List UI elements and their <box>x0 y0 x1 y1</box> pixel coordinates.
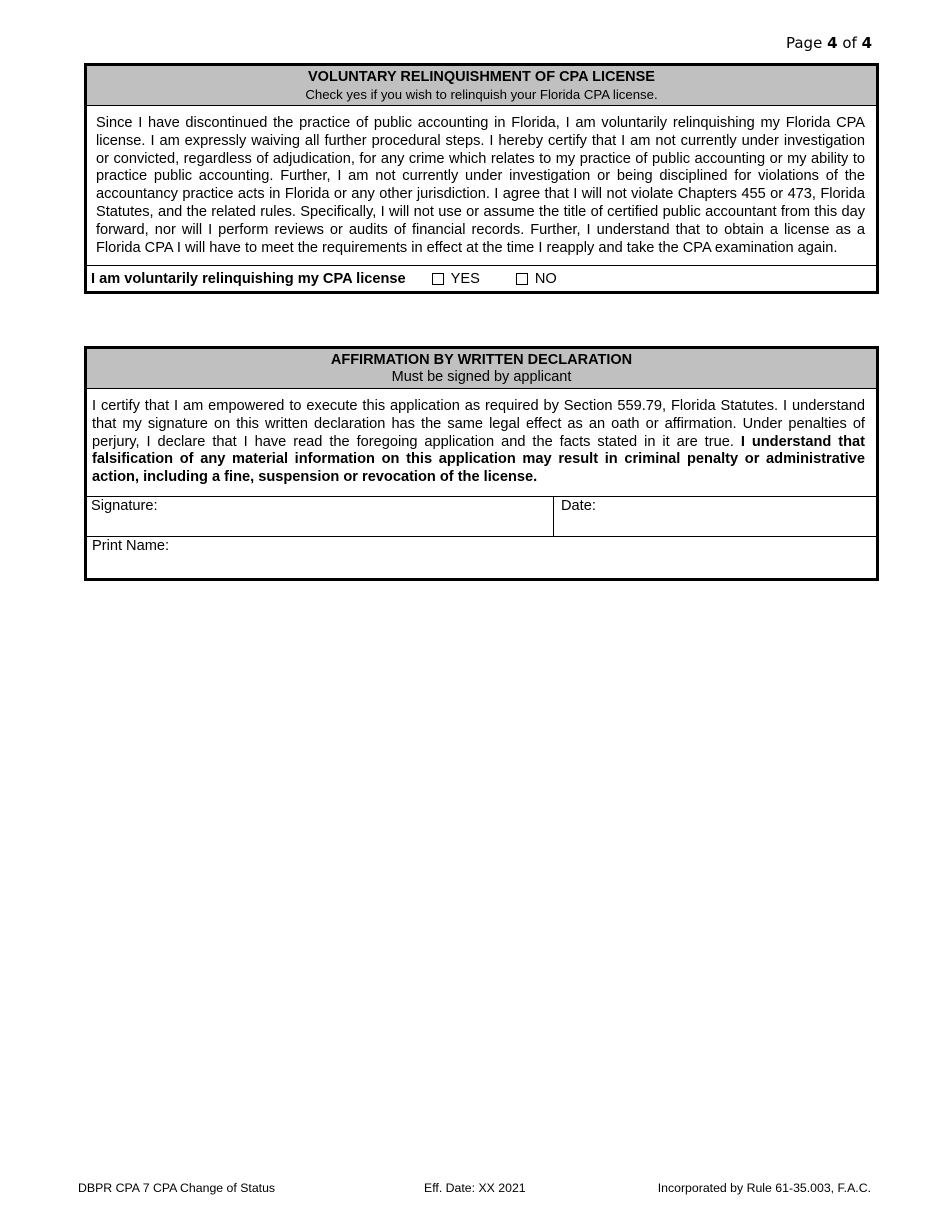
print-name-label: Print Name: <box>92 537 170 554</box>
footer-eff-date: Eff. Date: XX 2021 <box>424 1181 526 1195</box>
relinquishment-body: Since I have discontinued the practice of public accounting in Florida, I am voluntarily relinquishing my Florida CPA license. I am expressly waiving all further procedural steps. I hereby certify that I am not currently under investigation or convicted, regardless of adjudication, for any crime which relates to my practice of public accounting or my ability to practice public accounting. Further, I am not currently under investigation or being disciplined for violations of the accountancy practice acts in Florida or any other jurisdiction. I agree that I will not violate Chapters 455 or 473, Florida Statutes, and the related rules. Specifically, I will not use or assume the title of certified public accountant from this day forward, nor will I perform reviews or audits of financial records. Further, I understand that to obtain a license as a Florida CPA I will have to meet the requirements in effect at the time I reapply and take the CPA examination again. <box>87 106 876 266</box>
yes-checkbox[interactable] <box>432 273 444 285</box>
date-label: Date: <box>561 497 596 514</box>
relinquishment-section <box>84 63 879 294</box>
footer-form-id: DBPR CPA 7 CPA Change of Status <box>78 1181 276 1195</box>
signature-row <box>87 497 876 537</box>
no-option[interactable] <box>516 271 557 287</box>
relinquishment-title: VOLUNTARY RELINQUISHMENT OF CPA LICENSE <box>308 69 655 85</box>
yes-option[interactable] <box>432 271 480 287</box>
signature-label: Signature: <box>91 497 158 514</box>
page-total: 4 <box>861 34 872 52</box>
affirmation-text: I certify that I am empowered to execute this application as required by Section 559.79, Florida Statutes. I understand that my signature on this written declaration has the same legal effect as an oath or affirmation. Under penalties of perjury, I declare that I have read the foregoing application and the facts stated in it are true. <box>92 398 865 450</box>
affirmation-header <box>87 349 876 389</box>
affirmation-title: AFFIRMATION BY WRITTEN DECLARATION <box>330 352 633 368</box>
page-of: of <box>842 34 857 52</box>
affirmation-body <box>87 389 876 497</box>
no-label: NO <box>534 270 557 287</box>
yes-label: YES <box>450 270 480 287</box>
relinquishment-header <box>87 66 876 106</box>
affirmation-subtitle: Must be signed by applicant <box>391 369 572 385</box>
print-name-field[interactable] <box>87 537 876 578</box>
no-checkbox[interactable] <box>516 273 528 285</box>
relinquish-question: I am voluntarily relinquishing my CPA license <box>91 270 406 287</box>
affirmation-bold-text: I understand that falsification of any material information on this application may result in criminal penalty or administrative action, including a fine, suspension or revocation of the license. <box>92 433 865 486</box>
affirmation-section <box>84 346 879 581</box>
relinquishment-subtitle: Check yes if you wish to relinquish your Florida CPA license. <box>305 87 658 102</box>
footer-rule: Incorporated by Rule 61-35.003, F.A.C. <box>657 1181 871 1195</box>
relinquish-question-row <box>87 266 876 291</box>
page-current: 4 <box>827 34 838 52</box>
page-prefix: Page <box>785 34 823 52</box>
signature-field[interactable] <box>87 497 554 536</box>
page-number <box>786 34 872 52</box>
date-field[interactable] <box>554 497 876 536</box>
